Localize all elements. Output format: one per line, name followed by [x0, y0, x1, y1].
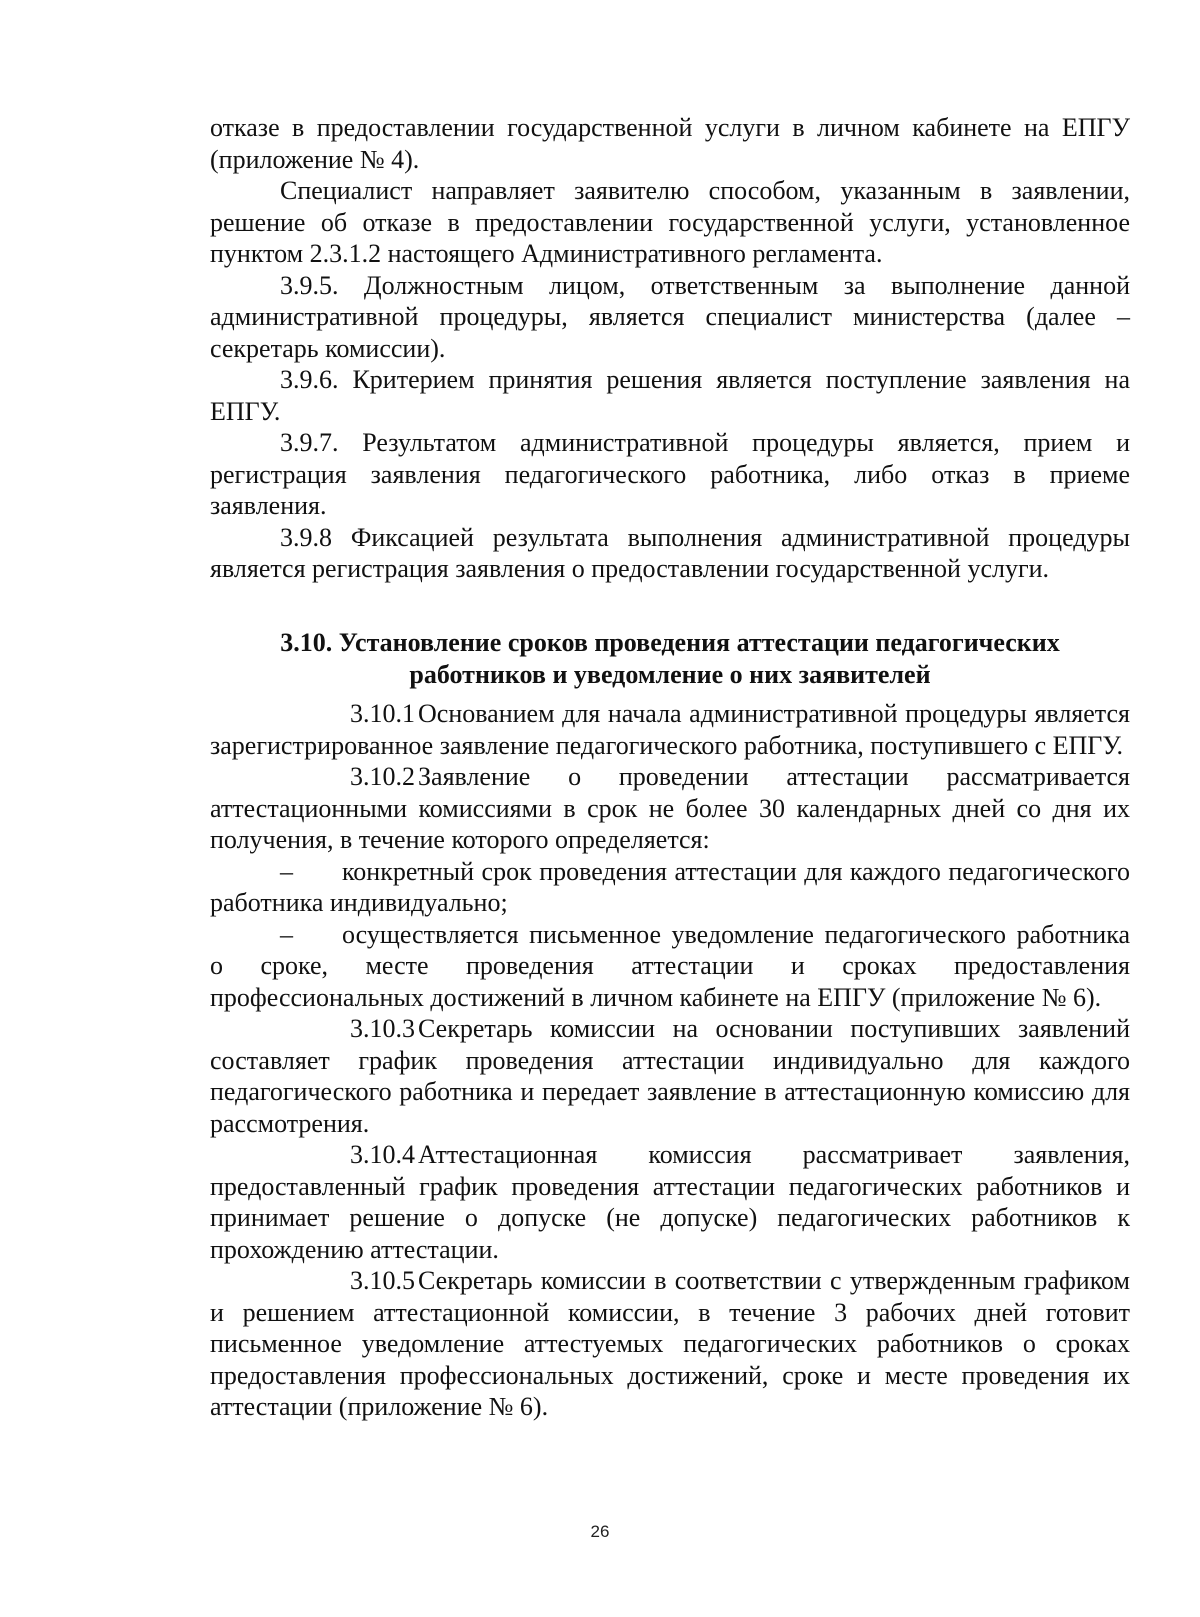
bullet-item — [210, 919, 1130, 1014]
paragraph-text: Основанием для начала административной процедуры является зарегистрированное заявление педагогического работника, поступившего с ЕПГУ. — [210, 699, 1130, 760]
paragraph-3-10-2 — [210, 761, 1130, 856]
paragraph-text: Аттестационная комиссия рассматривает заявления, предоставленный график проведения аттестации педагогических работников и принимает решение о допуске (не допуске) педагогических работников к прохождению аттестации. — [210, 1140, 1130, 1264]
paragraph-3-9-6: 3.9.6. Критерием принятия решения является поступление заявления на ЕПГУ. — [210, 365, 1130, 426]
section-heading-3-10 — [210, 627, 1130, 690]
paragraph-number: 3.10.2 — [350, 762, 415, 791]
paragraph-number: 3.10.3 — [350, 1014, 415, 1043]
heading-line-1: 3.10. Установление сроков проведения аттестации педагогических — [280, 628, 1060, 657]
paragraph-3-9-5: 3.9.5. Должностным лицом, ответственным за выполнение данной административной процедуры, является специалист министерства (далее – секретарь комиссии). — [210, 270, 1130, 363]
paragraph-3-10-5 — [210, 1265, 1130, 1423]
paragraph-3-10-4 — [210, 1139, 1130, 1265]
bullet-text: осуществляется письменное уведомление педагогического работника о сроке, месте проведения аттестации и сроках предоставления профессиональных достижений в личном кабинете на ЕПГУ (приложение № 6). — [210, 919, 1130, 1012]
section-3-10-block — [210, 698, 1130, 1423]
paragraph-3-9-8: 3.9.8 Фиксацией результата выполнения административной процедуры является регистрация заявления о предоставлении государственной услуги. — [210, 522, 1130, 583]
paragraph-3-10-3 — [210, 1013, 1130, 1139]
paragraph-text: Заявление о проведении аттестации рассматривается аттестационными комиссиями в срок не более 30 календарных дней со дня их получения, в течение которого определяется: — [210, 762, 1130, 854]
paragraph-3-9-7: 3.9.7. Результатом административной процедуры является, прием и регистрация заявления педагогического работника, либо отказ в приеме заявления. — [210, 428, 1130, 520]
section-3-9-block — [210, 112, 1130, 585]
paragraph-number: 3.10.5 — [350, 1266, 415, 1295]
paragraph-specialist: Специалист направляет заявителю способом, указанным в заявлении, решение об отказе в предоставлении государственной услуги, установленное пунктом 2.3.1.2 настоящего Административного регламента. — [210, 176, 1130, 268]
bullet-dash: – — [280, 919, 293, 949]
paragraph-number: 3.10.1 — [350, 699, 415, 728]
paragraph-text: Секретарь комиссии в соответствии с утвержденным графиком и решением аттестационной комиссии, в течение 3 рабочих дней готовит письменное уведомление аттестуемых педагогических работников о сроках предоставления профессиональных достижений, сроке и месте проведения их аттестации (приложение № 6). — [210, 1266, 1130, 1421]
paragraph-number: 3.10.4 — [350, 1140, 415, 1169]
paragraph-3-10-1 — [210, 698, 1130, 761]
bullet-dash: – — [280, 856, 293, 886]
heading-line-2: работников и уведомление о них заявителей — [409, 659, 931, 689]
paragraph-text: Секретарь комиссии на основании поступивших заявлений составляет график проведения аттестации индивидуально для каждого педагогического работника и передает заявление в аттестационную комиссию для рассмотрения. — [210, 1014, 1130, 1138]
bullet-item — [210, 856, 1130, 919]
bullet-text: конкретный срок проведения аттестации для каждого педагогического работника индивидуально; — [210, 856, 1130, 917]
paragraph-continuation: отказе в предоставлении государственной услуги в личном кабинете на ЕПГУ (приложение № 4). — [210, 113, 1130, 174]
page-number: 26 — [590, 1522, 610, 1541]
